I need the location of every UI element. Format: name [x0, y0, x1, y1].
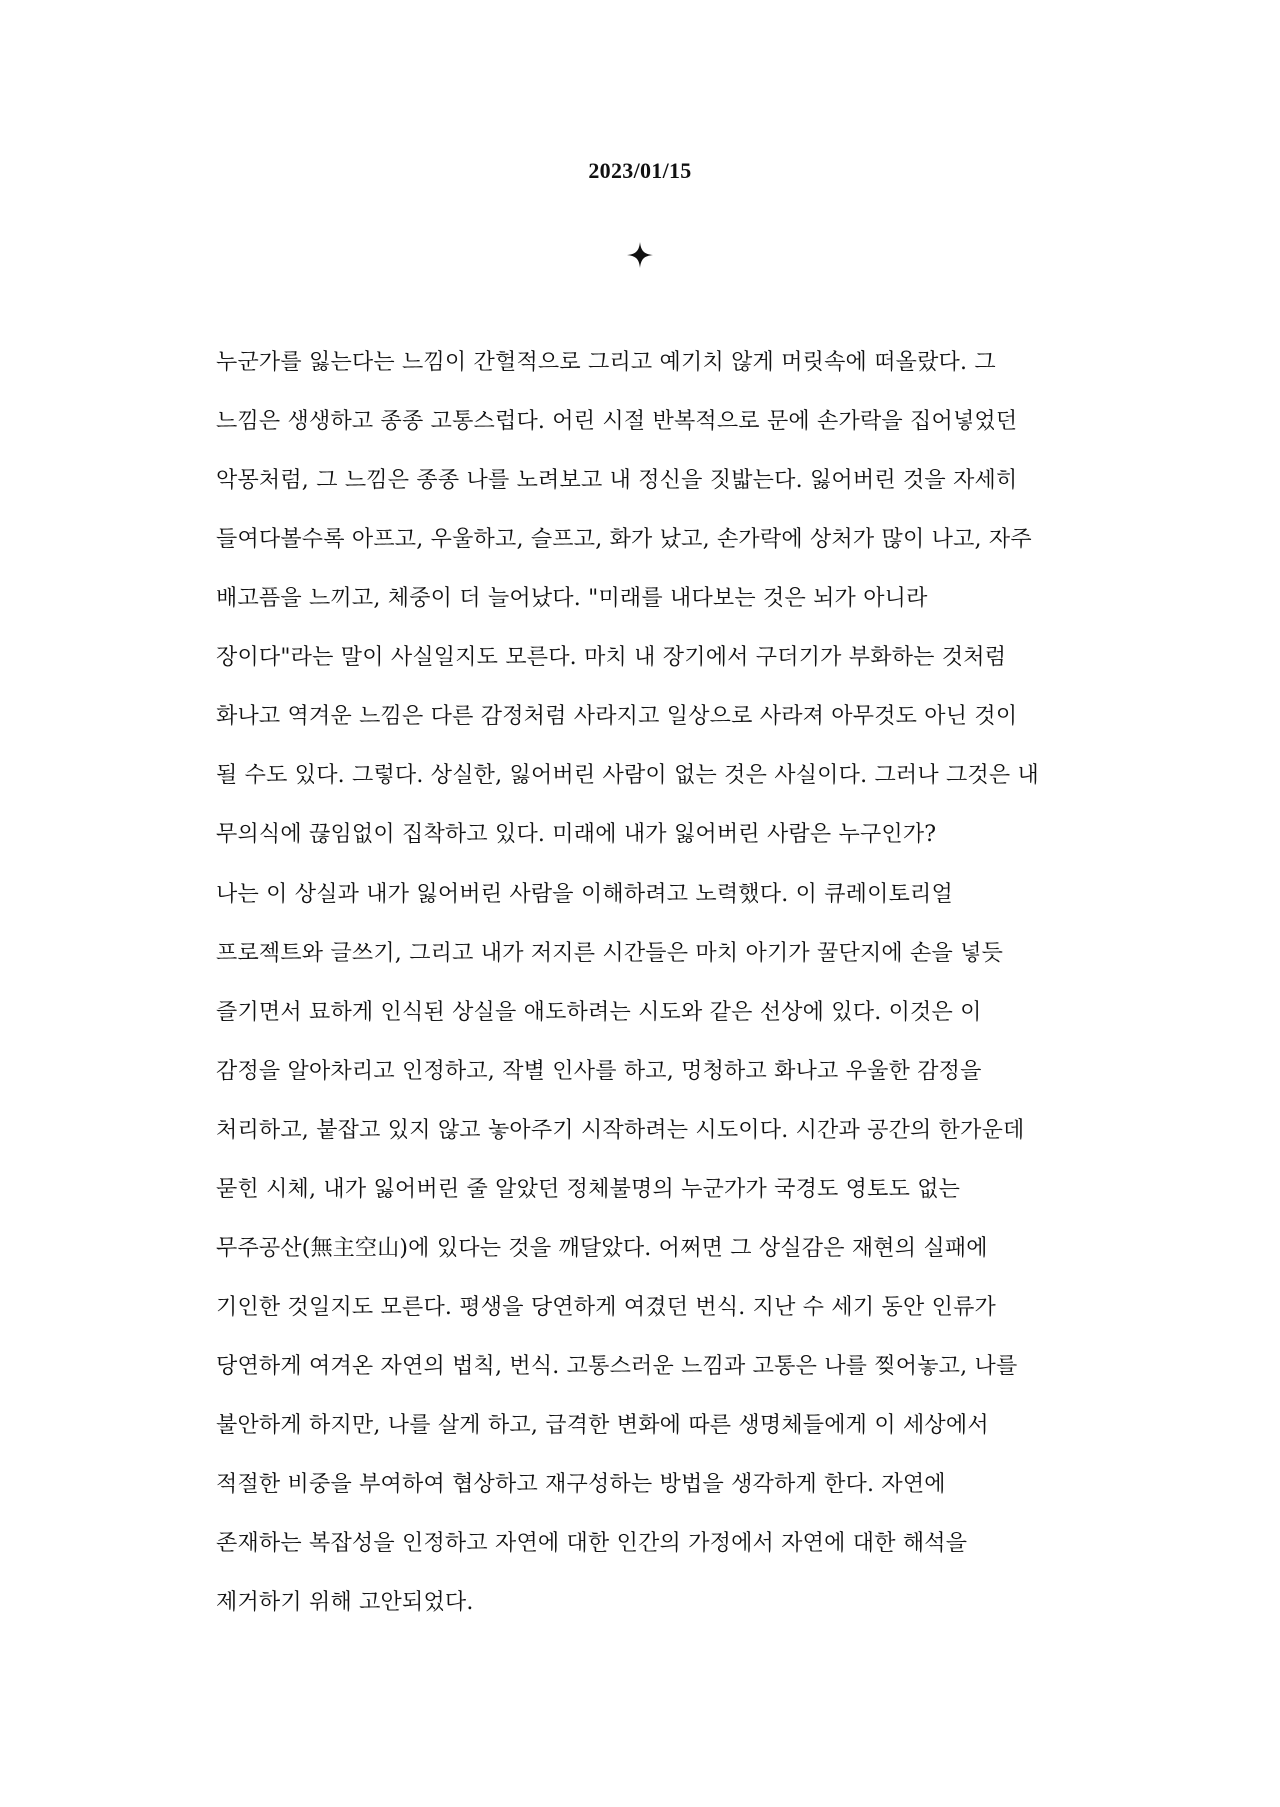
- text-line: 누군가를 잃는다는 느낌이 간헐적으로 그리고 예기치 않게 머릿속에 떠올랐다. 그: [216, 350, 996, 375]
- paragraph-1: [216, 348, 1096, 879]
- document-date: 2023/01/15: [588, 158, 692, 183]
- text-line: 묻힌 시체, 내가 잃어버린 줄 알았던 정체불명의 누군가가 국경도 영토도 없는: [216, 1177, 961, 1202]
- text-line: 화나고 역겨운 느낌은 다른 감정처럼 사라지고 일상으로 사라져 아무것도 아닌 것이: [216, 704, 1018, 729]
- text-line: 적절한 비중을 부여하여 협상하고 재구성하는 방법을 생각하게 한다. 자연에: [216, 1472, 946, 1497]
- text-line: 즐기면서 묘하게 인식된 상실을 애도하려는 시도와 같은 선상에 있다. 이것은 이: [216, 1000, 982, 1025]
- text-line: 무의식에 끊임없이 집착하고 있다. 미래에 내가 잃어버린 사람은 누구인가?: [216, 822, 937, 847]
- text-line: 장이다"라는 말이 사실일지도 모른다. 마치 내 장기에서 구더기가 부화하는 것처럼: [216, 645, 1007, 670]
- text-line: 될 수도 있다. 그렇다. 상실한, 잃어버린 사람이 없는 것은 사실이다. 그러나 그것은 내: [216, 763, 1040, 788]
- text-line: 불안하게 하지만, 나를 살게 하고, 급격한 변화에 따른 생명체들에게 이 세상에서: [216, 1413, 989, 1438]
- text-line: 당연하게 여겨온 자연의 법칙, 번식. 고통스러운 느낌과 고통은 나를 찢어놓고, 나를: [216, 1354, 1018, 1379]
- text-line: 제거하기 위해 고안되었다.: [216, 1590, 474, 1615]
- text-line: 나는 이 상실과 내가 잃어버린 사람을 이해하려고 노력했다. 이 큐레이토리얼: [216, 882, 953, 907]
- text-line: 악몽처럼, 그 느낌은 종종 나를 노려보고 내 정신을 짓밟는다. 잃어버린 것을 자세히: [216, 468, 1018, 493]
- text-line: 감정을 알아차리고 인정하고, 작별 인사를 하고, 멍청하고 화나고 우울한 감정을: [216, 1059, 982, 1084]
- text-line: 존재하는 복잡성을 인정하고 자연에 대한 인간의 가정에서 자연에 대한 해석을: [216, 1531, 968, 1556]
- text-line: 느낌은 생생하고 종종 고통스럽다. 어린 시절 반복적으로 문에 손가락을 집어넣었던: [216, 409, 1018, 434]
- text-line: 기인한 것일지도 모른다. 평생을 당연하게 여겼던 번식. 지난 수 세기 동안 인류가: [216, 1295, 996, 1320]
- text-line: 프로젝트와 글쓰기, 그리고 내가 저지른 시간들은 마치 아기가 꿀단지에 손을 넣듯: [216, 941, 1004, 966]
- paragraph-2: [216, 880, 1096, 1647]
- text-line: 들여다볼수록 아프고, 우울하고, 슬프고, 화가 났고, 손가락에 상처가 많이 나고, 자주: [216, 527, 1032, 552]
- four-pointed-star-icon: [627, 242, 653, 268]
- text-line: 배고픔을 느끼고, 체중이 더 늘어났다. "미래를 내다보는 것은 뇌가 아니라: [216, 586, 928, 611]
- text-line: 무주공산(無主空山)에 있다는 것을 깨달았다. 어쩌면 그 상실감은 재현의 실패에: [216, 1236, 988, 1261]
- text-line: 처리하고, 붙잡고 있지 않고 놓아주기 시작하려는 시도이다. 시간과 공간의 한가운데: [216, 1118, 1025, 1143]
